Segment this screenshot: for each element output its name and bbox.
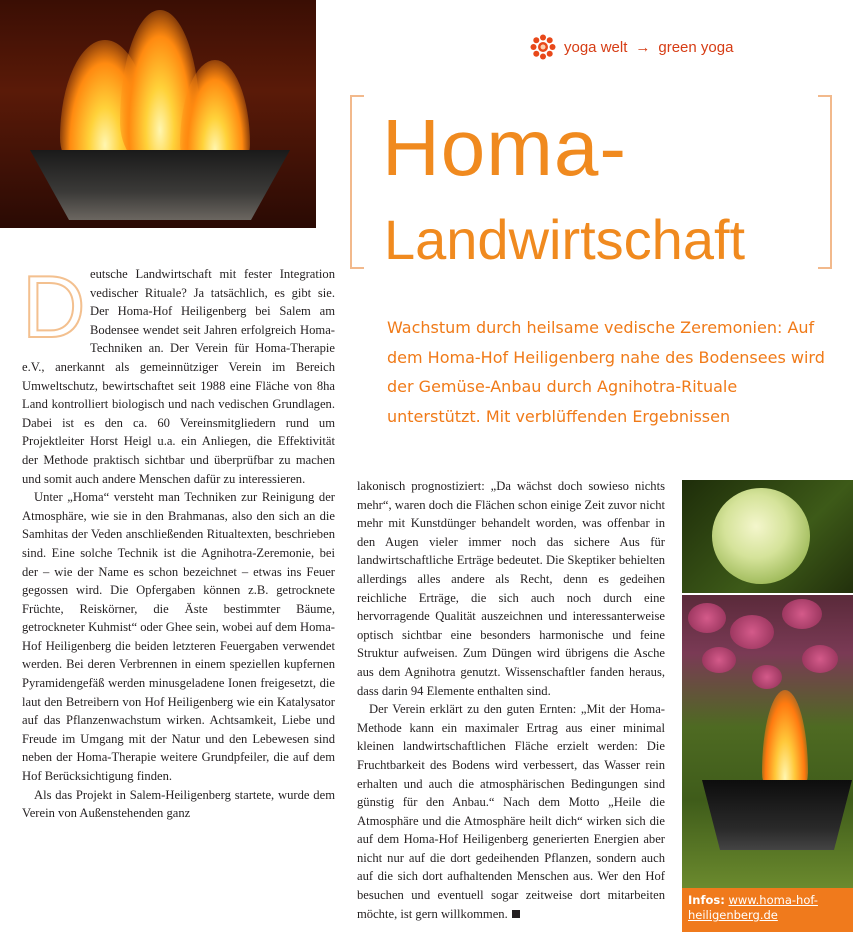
section-name: yoga welt <box>564 38 628 56</box>
body-column-1 <box>22 257 335 823</box>
paragraph <box>22 257 335 488</box>
body-column-2 <box>357 477 665 923</box>
lead-paragraph: Wachstum durch heilsame vedische Zeremonien: Auf dem Homa-Hof Heiligenberg nahe des Bodensees wird der Gemüse-Anbau durch Agnihotra-Rituale unterstützt. Mit verblüffenden Ergebnissen <box>387 318 825 426</box>
paragraph-text: Der Verein erklärt zu den guten Ernten: „Mit der Homa-Methode kann ein maximaler Ertrag aus einer minimal kleinen landwirtschaftlichen Fläche erzielt werden: Die Fruchtbarkeit des Bodens wird verbessert, das Wasser rein erhalten und auch die atmosphärischen Bedingungen sind günstig für den Anbau.“ Nach dem Motto „Heile die Atmosphäre und die Atmosphäre heilt dich“ wirken sich die auf dem Homa-Hof Heiligenberg generierten Energien aber nicht nur auf die dort gedeihenden Pflanzen, sondern auch auf die sich dort aufhaltenden Menschen aus. Wer den Hof besuchen und eventuell sogar zeitweise dort mitarbeiten möchte, ist gern willkommen. <box>357 702 665 921</box>
fire-photo <box>0 0 316 228</box>
flower-icon <box>530 34 556 60</box>
paragraph-text: eutsche Landwirtschaft mit fester Integration vedischer Rituale? Ja tatsächlich, es gibt sie. Der Homa-Hof Heiligenberg bei Salem am Bodensee wendet seit Jahren erfolgreich Homa-Techniken an. Der Verein für Homa-Therapie e.V., anerkannt als gemeinnütziger Verein im Bereich Umweltschutz, bewirtschaftet seit 1988 eine Fläche von 8ha Land kontrolliert biologisch und nach vedischen Grundlagen. Dabei ist es den ca. 60 Vereinsmitgliedern rund um Projektleiter Horst Heigl u.a. ein Anliegen, die Effektivität der Methode praktisch sichtbar und überprüfbar zu machen und somit auch andere Menschen dafür zu interessieren. <box>22 267 335 486</box>
drop-cap: D <box>22 257 86 356</box>
fire-bowl <box>702 780 852 850</box>
fire-bowl <box>30 150 290 220</box>
paragraph <box>357 700 665 923</box>
page-title-line1: Homa- <box>382 103 628 192</box>
cabbage-head <box>712 488 810 584</box>
paragraph: Als das Projekt in Salem-Heiligenberg startete, wurde dem Verein von Außenstehenden ganz <box>22 787 335 821</box>
info-box <box>682 888 853 932</box>
arrow-icon: → <box>635 38 651 56</box>
end-square-icon <box>512 910 520 918</box>
subsection-name: green yoga <box>658 38 734 56</box>
website-link-line1: www.homa-hof- <box>728 893 818 907</box>
paragraph: Unter „Homa“ versteht man Techniken zur Reinigung der Atmosphäre, wie sie in den Brahmanas, also den sich an die Samhitas der Veden anschließenden Ritualtexten, beschrieben sind. Eine solche Technik ist die Agnihotra-Zeremonie, bei der – wie der Name es schon bezeichnet – etwas ins Feuer gegossen wird. Die Opfergaben können z.B. getrocknete Früchte, Reiskörner, die Äste bestimmter Bäume, getrockneter Kuhmist“ oder Ghee sein, wobei auf dem Homa-Hof Heiligenberg die beiden letzteren Feuergaben verwendet werden. Bei deren Verbrennen in einem speziellen kupfernen Pyramidengefäß werden minusgeladene Ionen freigesetzt, die laut den Betreibern von Hof Heiligenberg wie ein Katalysator auf das Pflanzenwachstum wirken. Achtsamkeit, Liebe und Freude im Umgang mit der Natur und den Lebewesen sind neben der Homa-Therapie weitere Grundpfeiler, die auf dem Hof Berücksichtigung finden. <box>22 490 335 784</box>
section-tag <box>530 34 733 60</box>
info-label: Infos: <box>688 893 725 907</box>
garden-fire-photo <box>682 595 853 888</box>
paragraph: lakonisch prognostiziert: „Da wächst doch sowieso nichts mehr“, waren doch die Flächen schon einige Zeit zuvor nicht mehr mit Kunstdünger behandelt worden, was offenbar in den Augen vieler immer noch das sichere Aus für landwirtschaftliche Erträge bedeutet. Die Skeptiker behielten allerdings alles andere als Recht, denn es gedeihen reichliche Erträge, die sich auch noch durch eine hervorragende Qualität auszeichnen und interessanterweise optisch sichtbar eine besonders harmonische und feine Struktur aufweisen. Zum Düngen wird übrigens die Asche aus dem Agnihotra genutzt. Wissenschaftler fanden heraus, dass darin 94 Elemente enthalten sind. <box>357 479 665 698</box>
title-bracket-right <box>818 95 832 269</box>
website-link-line2: heiligenberg.de <box>688 908 778 922</box>
cabbage-photo <box>682 480 853 593</box>
title-bracket-left <box>350 95 364 269</box>
page-title-line2: Landwirtschaft <box>384 208 746 271</box>
